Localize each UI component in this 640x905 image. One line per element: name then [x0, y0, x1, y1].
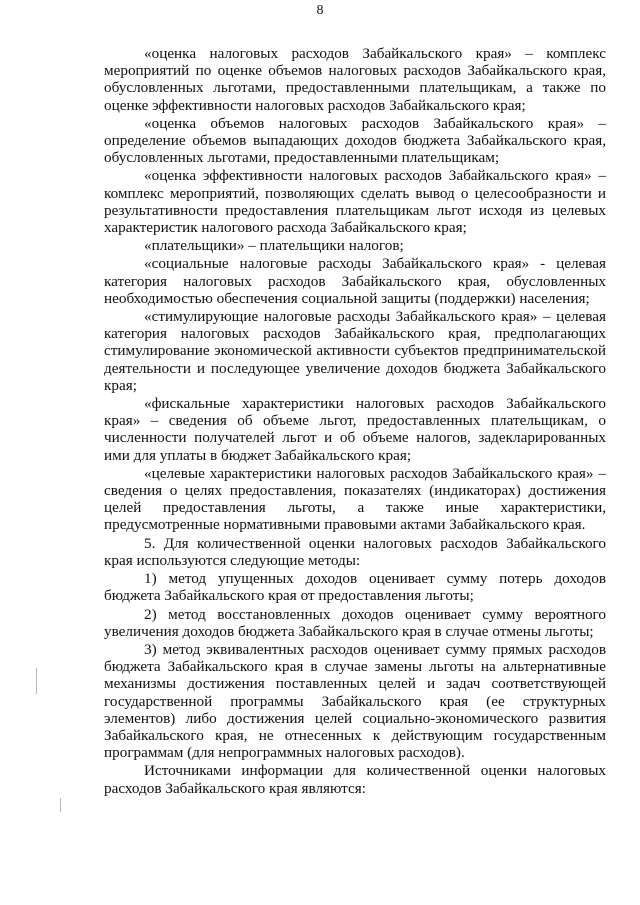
definition-target-characteristics: «целевые характеристики налоговых расходов Забайкальского края» – сведения о целях предоставления, показателях (индикаторах) достижения целей предоставления льготы, а также иные характеристики, предусмотренные нормативными правовыми актами Забайкальского края. [104, 464, 606, 534]
definition-payers: «плательщики» – плательщики налогов; [144, 237, 404, 255]
scan-artifact-line [36, 668, 37, 694]
information-sources-intro: Источниками информации для количественной оценки налоговых расходов Забайкальского края являются: [104, 762, 606, 797]
definition-stimulating-tax-expenses: «стимулирующие налоговые расходы Забайкальского края» – целевая категория налоговых расходов Забайкальского края, предполагающих стимулирование экономической активности субъектов предпринимательской деятельности и последующее увеличение доходов бюджета Забайкальского края; [104, 308, 606, 394]
document-body [104, 45, 606, 798]
method-lost-revenue: 1) метод упущенных доходов оценивает сумму потерь доходов бюджета Забайкальского края от предоставления льготы; [104, 570, 606, 605]
definition-tax-expense-volume: «оценка объемов налоговых расходов Забайкальского края» – определение объемов выпадающих доходов бюджета Забайкальского края, обусловленных льготами, предоставленными плательщикам; [104, 114, 606, 167]
method-equivalent-expenses: 3) метод эквивалентных расходов оценивает сумму прямых расходов бюджета Забайкальского края в случае замены льготы на альтернативные механизмы достижения поставленных целей и задач соответствующей государственной программы Забайкальского края (ее структурных элементов) либо достижения целей социально-экономического развития Забайкальского края, не отнесенных к действующим государственным программам (для непрограммных налоговых расходов). [104, 640, 606, 762]
definition-social-tax-expenses: «социальные налоговые расходы Забайкальского края» - целевая категория налоговых расходов Забайкальского края, обусловленных необходимостью обеспечения социальной защиты (поддержки) населения; [104, 255, 606, 307]
page-number: 8 [316, 3, 324, 18]
definition-tax-expense-efficiency: «оценка эффективности налоговых расходов Забайкальского края» – комплекс мероприятий, позволяющих сделать вывод о целесообразности и результативности предоставления плательщикам льгот исходя из целевых характеристик налогового расхода Забайкальского края; [104, 167, 606, 237]
scan-artifact-line [60, 798, 61, 812]
section-5-methods-intro: 5. Для количественной оценки налоговых расходов Забайкальского края используются следующие методы: [104, 534, 606, 569]
method-restored-revenue: 2) метод восстановленных доходов оценивает сумму вероятного увеличения доходов бюджета Забайкальского края в случае отмены льготы; [104, 605, 606, 640]
definition-fiscal-characteristics: «фискальные характеристики налоговых расходов Забайкальского края» – сведения об объеме льгот, предоставленных плательщикам, о численности получателей льгот и об объеме налогов, задекларированных ими для уплаты в бюджет Забайкальского края; [104, 395, 606, 464]
definition-tax-expense-assessment: «оценка налоговых расходов Забайкальского края» – комплекс мероприятий по оценке объемов налоговых расходов Забайкальского края, обусловленных льготами, предоставленными плательщикам, а также по оценке эффективности налоговых расходов Забайкальского края; [104, 45, 606, 114]
